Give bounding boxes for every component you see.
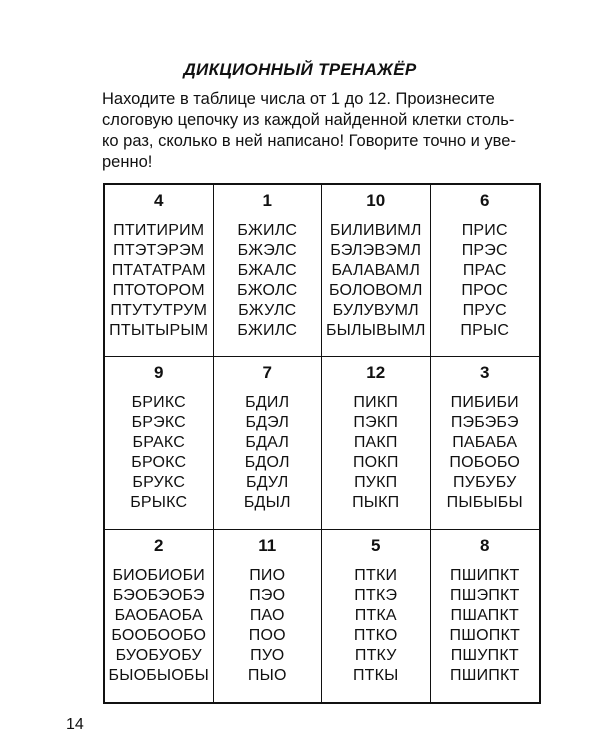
syllable-chain: ПТЭТЭРЭМ (113, 242, 205, 259)
syllable-chain: ПУБУБУ (453, 474, 517, 492)
syllable-chain: ПРУС (462, 302, 507, 319)
page-title: ДИКЦИОННЫЙ ТРЕНАЖЁР (183, 60, 417, 79)
syllable-chain: БДОЛ (244, 454, 290, 472)
cell-words (244, 393, 291, 513)
cell-number: 10 (366, 191, 386, 210)
table-cell (105, 357, 214, 529)
table-cell (431, 185, 540, 357)
table-cell (214, 357, 323, 529)
cell-words (248, 566, 287, 686)
cell-words (353, 566, 399, 686)
cell-words (352, 393, 399, 513)
syllable-chain: ПАБАБА (452, 434, 518, 452)
syllable-chain: ПТКИ (354, 566, 398, 584)
instructions (102, 89, 532, 173)
syllable-chain: БРЫКС (130, 494, 188, 512)
syllable-chain: БОЛОВОМЛ (328, 282, 423, 299)
instruction-line: ко раз, сколько в ней написано! Говорите точно и уве- (102, 132, 516, 150)
cell-number: 6 (480, 191, 490, 210)
syllable-chain: БАОБАОБА (114, 606, 203, 624)
syllable-chain: ПЭО (249, 586, 286, 604)
syllable-chain: ПАКП (353, 434, 398, 452)
syllable-chain: БЭОБЭОБЭ (112, 586, 205, 604)
cell-number: 2 (154, 535, 164, 555)
cell-number: 4 (154, 191, 164, 210)
syllable-chain: ПРАС (462, 262, 507, 279)
syllable-chain: ПИБИБИ (450, 394, 519, 412)
table-cell (322, 357, 431, 529)
syllable-chain: БДЫЛ (243, 494, 291, 512)
table-cell (322, 530, 431, 702)
syllable-chain: ПТУТУТРУМ (110, 302, 208, 319)
syllable-chain: БРИКС (131, 394, 186, 412)
syllable-chain: БДАЛ (245, 434, 290, 452)
syllable-chain: ПШАПКТ (450, 606, 519, 624)
syllable-chain: БИОБИОБИ (112, 566, 205, 584)
page-number: 14 (66, 716, 84, 733)
cell-number: 1 (262, 191, 272, 210)
syllable-chain: БДУЛ (246, 474, 289, 492)
syllable-chain: ПЫБЫБЫ (446, 494, 523, 512)
syllable-chain: БЖУЛС (238, 302, 297, 319)
syllable-chain: ПОБОБО (449, 454, 521, 472)
syllable-chain: БРЭКС (131, 414, 186, 432)
syllable-chain: ПТКУ (354, 646, 397, 664)
cell-words (450, 566, 520, 686)
table-cell (214, 530, 323, 702)
cell-words (460, 221, 509, 341)
syllable-chain: ПРОС (461, 282, 509, 299)
syllable-chain: ПЭБЭБЭ (450, 414, 519, 432)
instruction-line: ренно! (102, 153, 153, 171)
syllable-chain: ПТЫТЫРЫМ (109, 322, 209, 339)
syllable-chain: БРАКС (132, 434, 185, 452)
cell-number: 7 (262, 363, 272, 383)
syllable-chain: БРУКС (132, 474, 186, 492)
syllable-chain: БИЛИВИМЛ (329, 222, 422, 239)
syllable-chain: ПТАТАТРАМ (111, 262, 206, 279)
syllable-chain: БООБООБО (111, 626, 207, 644)
syllable-chain: БЖИЛС (237, 322, 298, 339)
syllable-chain: ПРЫС (460, 322, 510, 339)
syllable-chain: ПРЭС (461, 242, 508, 259)
syllable-chain: ПТКЭ (354, 586, 398, 604)
syllable-chain: БЖИЛС (237, 222, 298, 239)
syllable-chain: ПТИТИРИМ (113, 222, 205, 239)
syllable-chain: ПЭКП (353, 414, 399, 432)
syllable-chain: БУЛУВУМЛ (332, 302, 419, 319)
syllable-chain: БЫОБЫОБЫ (108, 666, 209, 684)
syllable-chain: ПОО (248, 626, 286, 644)
cell-words (130, 393, 187, 513)
syllable-chain: ПУО (250, 646, 285, 664)
syllable-chain: ПШУПКТ (450, 646, 519, 664)
cell-words (326, 221, 426, 341)
syllable-chain: БРОКС (131, 454, 187, 472)
syllable-chain: БДЭЛ (245, 414, 290, 432)
syllable-chain: ПТКО (353, 626, 398, 644)
syllable-chain: ПОКП (352, 454, 399, 472)
instruction-line: слоговую цепочку из каждой найденной клетки столь- (102, 111, 515, 129)
cell-words (237, 221, 297, 341)
instruction-line: Находите в таблице числа от 1 до 12. Произнесите (102, 90, 495, 108)
cell-number: 8 (480, 535, 490, 555)
syllable-chain: ПРИС (461, 222, 508, 239)
syllable-chain: ПШЭПКТ (450, 586, 520, 604)
syllable-chain: ПИО (249, 566, 286, 584)
syllable-chain: БАЛАВАМЛ (331, 262, 421, 279)
syllable-chain: БУОБУОБУ (115, 646, 202, 664)
cell-number: 5 (371, 535, 381, 555)
syllable-chain: ПТКА (354, 606, 397, 624)
cell-number: 9 (154, 363, 164, 383)
syllable-chain: БЖОЛС (237, 282, 298, 299)
syllable-chain: ПТКЫ (352, 666, 399, 684)
cell-words (109, 221, 208, 341)
table-cell (431, 357, 540, 529)
syllable-chain: ПАО (249, 606, 285, 624)
syllable-table (103, 183, 541, 704)
syllable-chain: БЖАЛС (237, 262, 297, 279)
cell-words (109, 566, 209, 686)
cell-words (447, 393, 523, 513)
table-cell (214, 185, 323, 357)
syllable-chain: БЫЛЫВЫМЛ (325, 322, 426, 339)
syllable-chain: ПТОТОРОМ (112, 282, 205, 299)
syllable-chain: ПШОПКТ (449, 626, 520, 644)
syllable-chain: ПЫКП (352, 494, 400, 512)
table-cell (105, 530, 214, 702)
syllable-chain: ПШИПКТ (450, 566, 520, 584)
syllable-chain: ПУКП (354, 474, 398, 492)
cell-number: 11 (258, 535, 277, 555)
table-cell (322, 185, 431, 357)
table-cell (431, 530, 540, 702)
syllable-chain: БДИЛ (245, 394, 290, 412)
syllable-chain: ПИКП (353, 394, 399, 412)
table-cell (105, 185, 214, 357)
cell-number: 3 (480, 363, 490, 383)
cell-number: 12 (366, 363, 386, 383)
syllable-chain: ПЫО (247, 666, 287, 684)
syllable-chain: ПШИПКТ (450, 666, 520, 684)
syllable-chain: БЖЭЛС (237, 242, 297, 259)
syllable-chain: БЭЛЭВЭМЛ (330, 242, 422, 259)
